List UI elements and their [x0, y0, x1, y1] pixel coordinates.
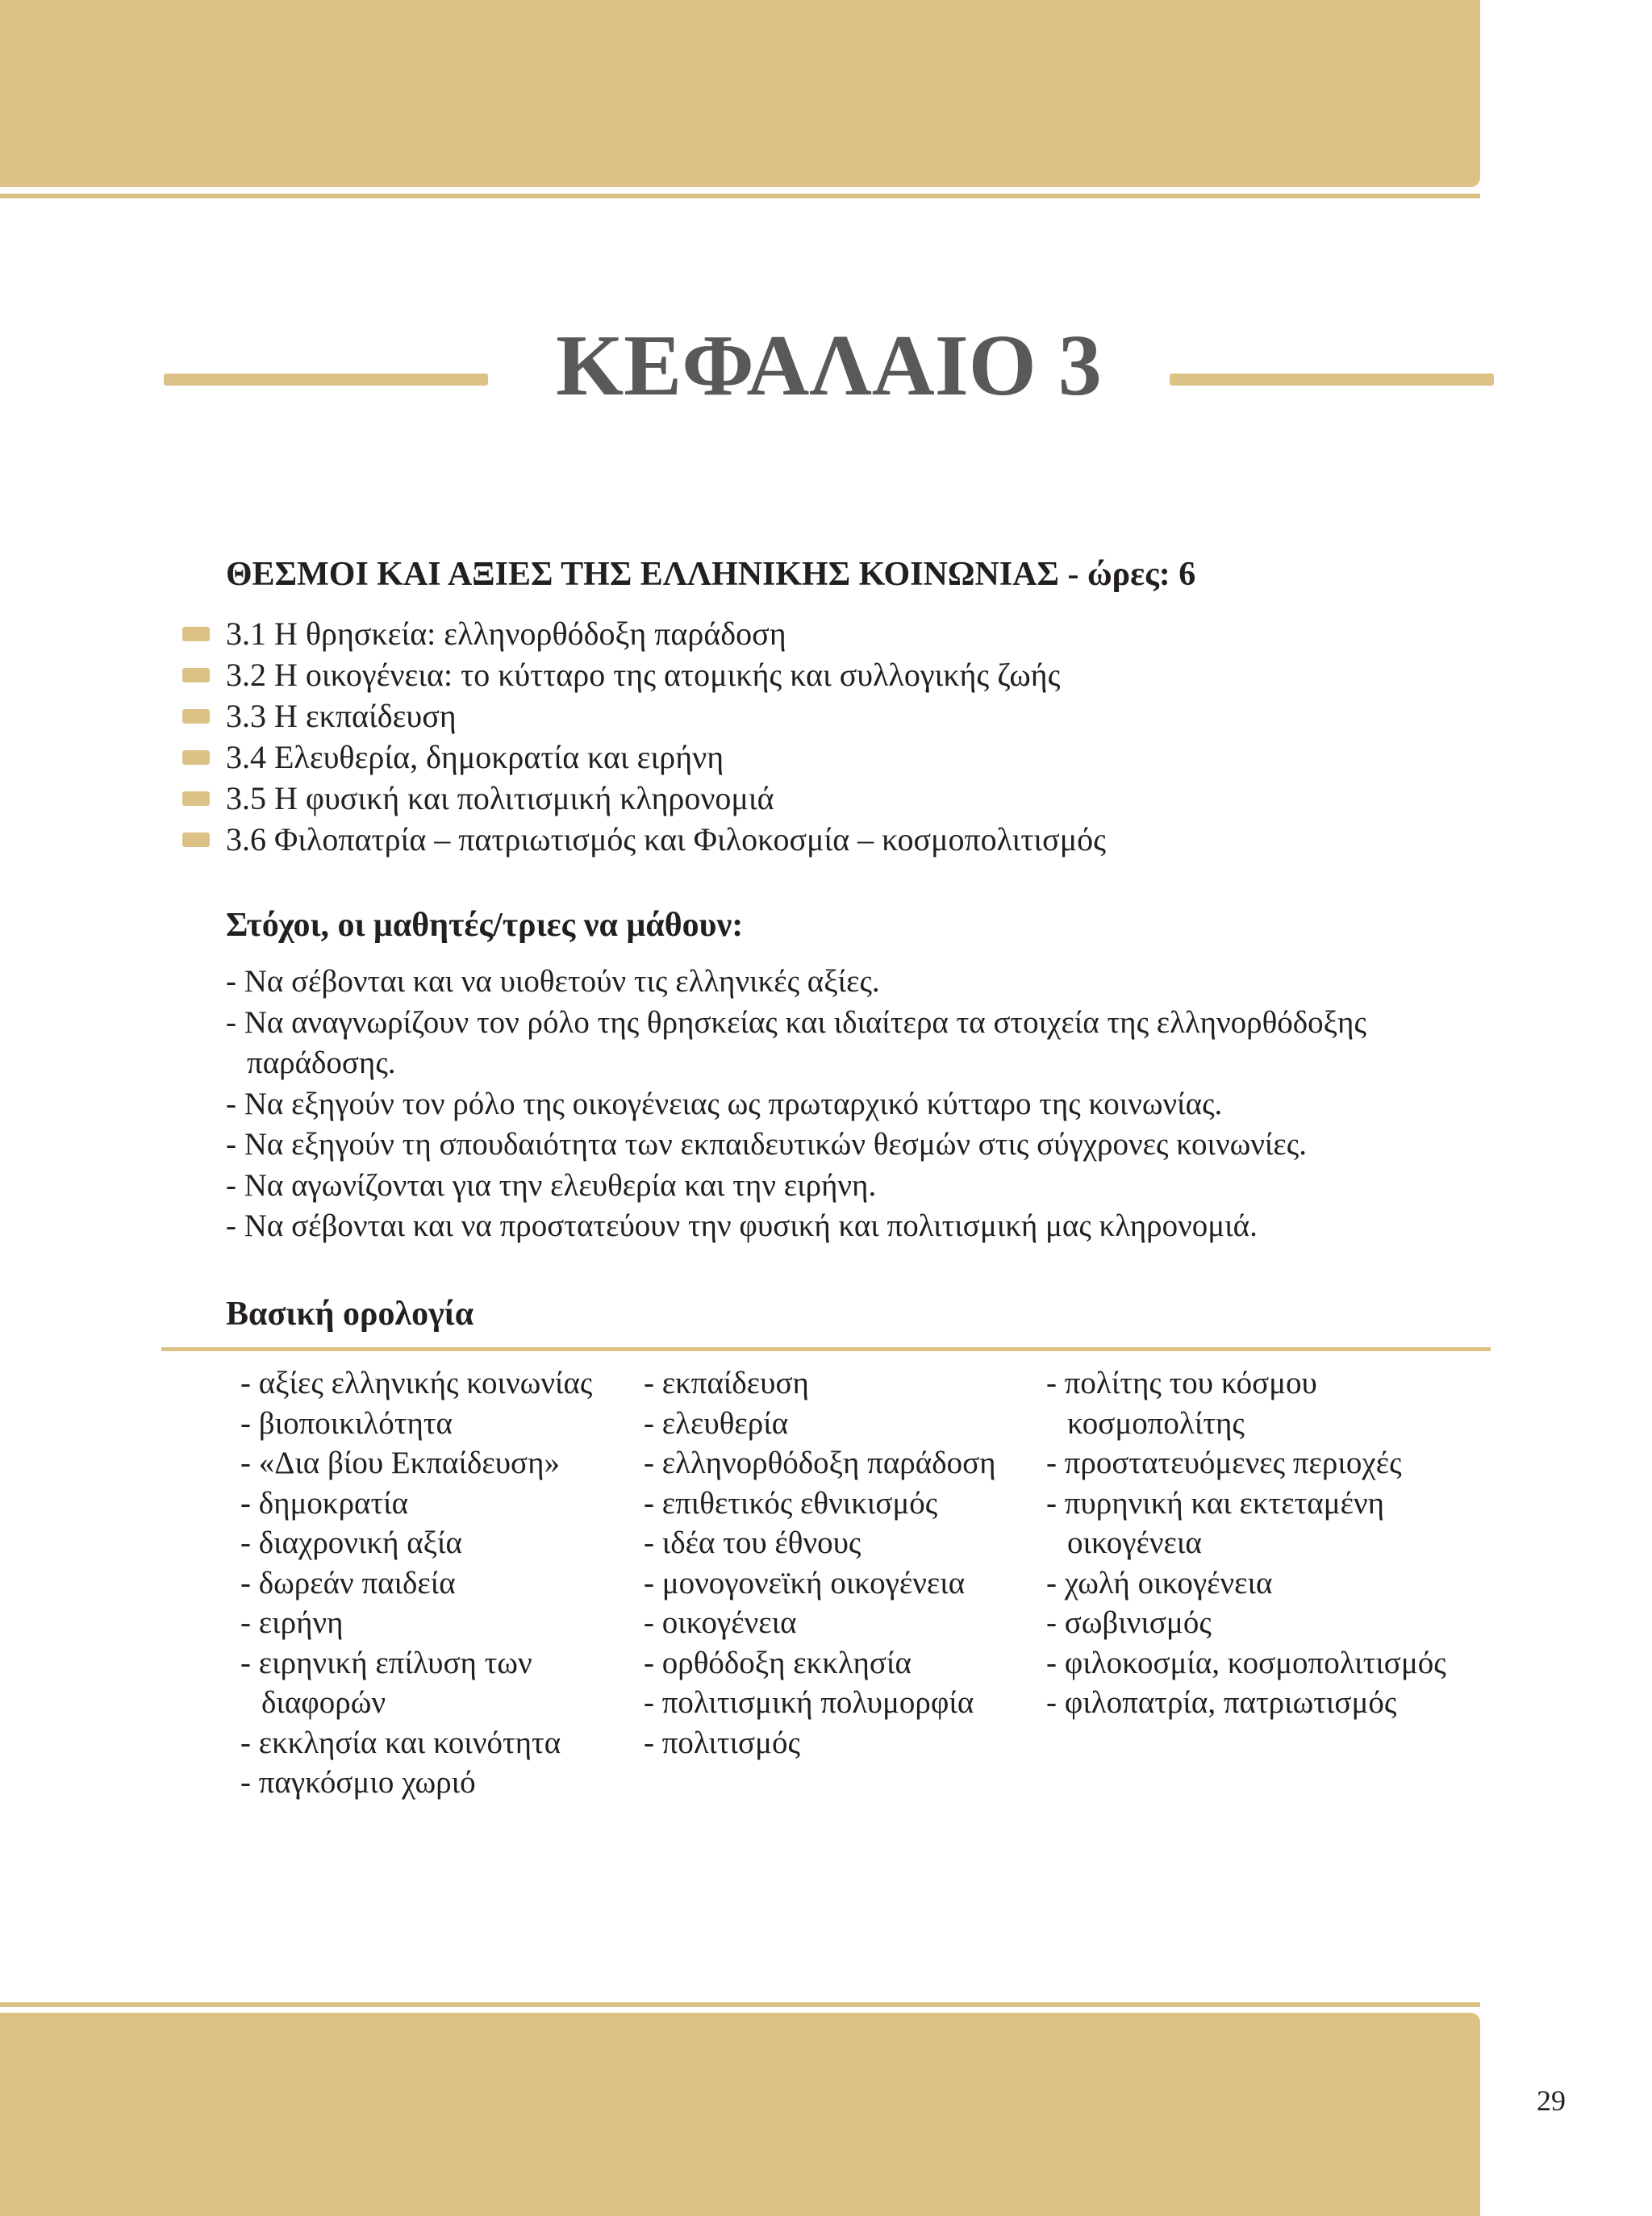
term-item: - φιλοκοσμία, κοσμοπολιτισμός: [1046, 1645, 1446, 1680]
header-rule: [0, 194, 1480, 198]
section-title: ΘΕΣΜΟΙ ΚΑΙ ΑΞΙΕΣ ΤΗΣ ΕΛΛΗΝΙΚΗΣ ΚΟΙΝΩΝΙΑΣ - ώρες: 6: [226, 556, 1196, 593]
goal-item: - Να αναγνωρίζουν τον ρόλο της θρησκείας και ιδιαίτερα τα στοιχεία της ελληνορθόδοξης παράδοσης.: [226, 1004, 1366, 1080]
goal-item: - Να αγωνίζονται για την ελευθερία και την ειρήνη.: [226, 1167, 877, 1203]
unit-item: [182, 613, 1106, 654]
term-item: - διαχρονική αξία: [240, 1525, 462, 1560]
term-item: - οικογένεια: [644, 1605, 797, 1640]
unit-item: [182, 695, 1106, 737]
unit-item: [182, 737, 1106, 778]
goals-title: Στόχοι, οι μαθητές/τριες να μάθουν:: [226, 907, 744, 944]
unit-label: 3.5 Η φυσική και πολιτισμική κληρονομιά: [226, 780, 774, 816]
unit-label: 3.1 Η θρησκεία: ελληνορθόδοξη παράδοση: [226, 616, 786, 652]
page-number: 29: [1537, 2085, 1566, 2117]
term-item: - επιθετικός εθνικισμός: [644, 1485, 938, 1521]
footer-band: [0, 2013, 1480, 2216]
square-bullet-icon: [182, 668, 210, 682]
terminology-title: Βασική ορολογία: [226, 1296, 474, 1333]
term-item: - ειρηνική επίλυση των διαφορών: [240, 1645, 532, 1720]
goals-list: [226, 962, 1484, 1247]
square-bullet-icon: [182, 833, 210, 847]
term-item: - ειρήνη: [240, 1605, 344, 1640]
terminology-column-3: [1046, 1363, 1466, 1723]
terminology-column-2: [644, 1363, 1023, 1763]
unit-item: [182, 819, 1106, 860]
term-item: - φιλοπατρία, πατριωτισμός: [1046, 1685, 1397, 1720]
term-item: - πυρηνική και εκτεταμένη οικογένεια: [1046, 1485, 1385, 1560]
unit-label: 3.3 Η εκπαίδευση: [226, 698, 457, 734]
square-bullet-icon: [182, 627, 210, 641]
square-bullet-icon: [182, 709, 210, 724]
unit-list: [182, 613, 1106, 860]
term-item: - ορθόδοξη εκκλησία: [644, 1645, 912, 1680]
chapter-title: ΚΕΦΑΛΑΙΟ 3: [556, 318, 1102, 414]
chapter-rule-left: [164, 374, 488, 386]
goal-item: - Να εξηγούν τη σπουδαιότητα των εκπαιδευτικών θεσμών στις σύγχρονες κοινωνίες.: [226, 1127, 1307, 1162]
term-item: - μονογονεϊκή οικογένεια: [644, 1565, 966, 1600]
goal-item: - Να σέβονται και να υιοθετούν τις ελληνικές αξίες.: [226, 964, 880, 999]
square-bullet-icon: [182, 750, 210, 765]
term-item: - εκκλησία και κοινότητα: [240, 1725, 561, 1760]
term-item: - προστατευόμενες περιοχές: [1046, 1446, 1402, 1480]
term-item: - δημοκρατία: [240, 1485, 409, 1521]
term-item: - ιδέα του έθνους: [644, 1525, 861, 1560]
goal-item: - Να εξηγούν τον ρόλο της οικογένειας ως πρωταρχικό κύτταρο της κοινωνίας.: [226, 1086, 1223, 1121]
unit-item: [182, 778, 1106, 819]
term-item: - σωβινισμός: [1046, 1605, 1212, 1640]
terminology-rule: [161, 1347, 1491, 1351]
unit-label: 3.6 Φιλοπατρία – πατριωτισμός και Φιλοκοσμία – κοσμοπολιτισμός: [226, 821, 1107, 858]
term-item: - χωλή οικογένεια: [1046, 1565, 1273, 1600]
unit-item: [182, 654, 1106, 695]
square-bullet-icon: [182, 791, 210, 806]
term-item: - πολιτισμική πολυμορφία: [644, 1685, 974, 1720]
term-item: - «Δια βίου Εκπαίδευση»: [240, 1446, 560, 1480]
footer-rule: [0, 2002, 1480, 2007]
term-item: - παγκόσμιο χωριό: [240, 1765, 476, 1800]
terminology-column-1: [240, 1363, 620, 1803]
term-item: - δωρεάν παιδεία: [240, 1565, 456, 1600]
chapter-rule-right: [1170, 374, 1494, 386]
header-band: [0, 0, 1480, 187]
term-item: - πολιτισμός: [644, 1725, 800, 1760]
term-item: - εκπαίδευση: [644, 1366, 809, 1400]
unit-label: 3.2 Η οικογένεια: το κύτταρο της ατομικής και συλλογικής ζωής: [226, 657, 1061, 693]
term-item: - ελευθερία: [644, 1405, 789, 1441]
term-item: - βιοποικιλότητα: [240, 1405, 453, 1441]
unit-label: 3.4 Ελευθερία, δημοκρατία και ειρήνη: [226, 739, 724, 775]
goal-item: - Να σέβονται και να προστατεύουν την φυσική και πολιτισμική μας κληρονομιά.: [226, 1208, 1258, 1243]
term-item: - αξίες ελληνικής κοινωνίας: [240, 1366, 593, 1400]
term-item: - πολίτης του κόσμου κοσμοπολίτης: [1046, 1366, 1317, 1441]
term-item: - ελληνορθόδοξη παράδοση: [644, 1446, 996, 1480]
